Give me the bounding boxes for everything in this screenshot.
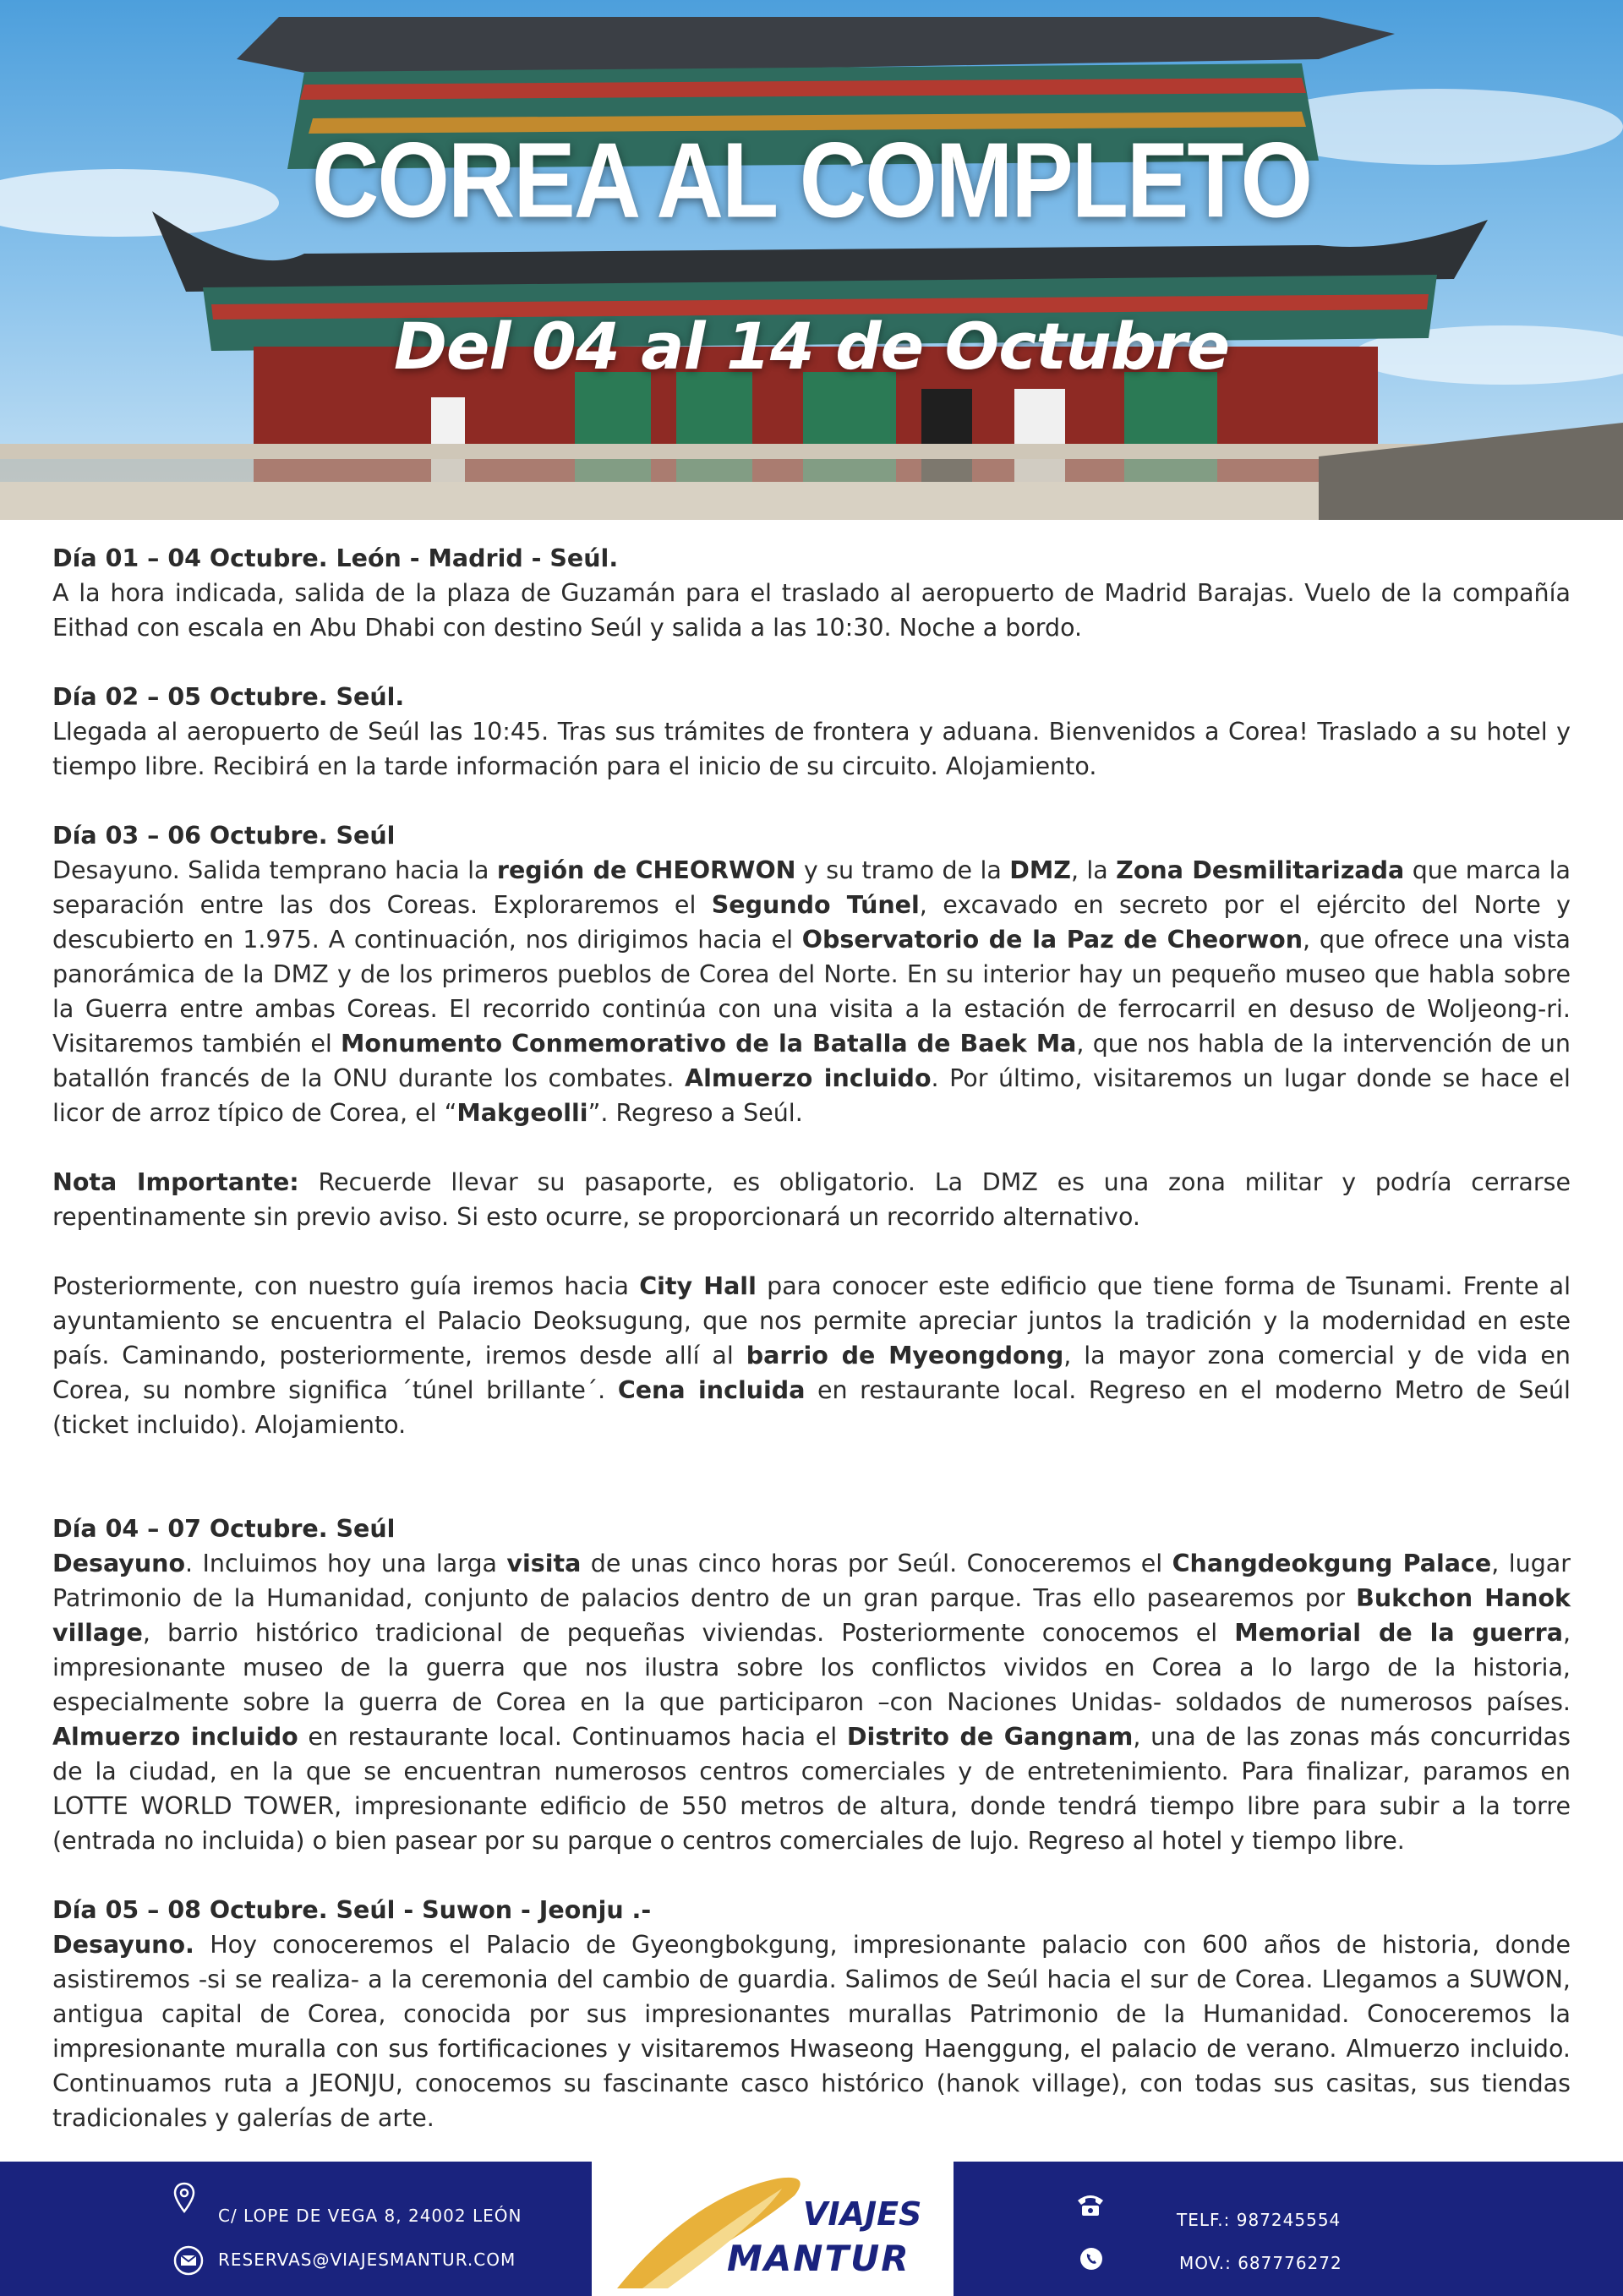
highlight-text: Cena incluida <box>617 1376 806 1404</box>
highlight-text: Changdeokgung Palace <box>1172 1550 1492 1577</box>
email-icon[interactable] <box>172 2244 205 2277</box>
day-title: Día 02 – 05 Octubre. Seúl. <box>52 683 405 711</box>
day-title: Día 01 – 04 Octubre. León - Madrid - Seúl. <box>52 544 619 572</box>
logo <box>592 2162 954 2296</box>
hero-banner <box>0 0 1623 520</box>
body-text: para conocer este edificio que tiene forma de Tsunami. Frente al ayuntamiento se encuentra el Palacio Deoksugung, que nos permite apreciar juntos la tradición y la modernidad en este país. Caminando, posteriormente, iremos desde allí al <box>52 1272 1571 1369</box>
body-text: Desayuno. Salida temprano hacia la <box>52 856 497 884</box>
location-pin-icon <box>173 2182 195 2214</box>
body-text: A la hora indicada, salida de la plaza de Guzamán para el traslado al aeropuerto de Madrid Barajas. Vuelo de la compañía Eithad con escala en Abu Dhabi con destino Seúl y salida a las 10:30. Noche a bordo. <box>52 579 1571 642</box>
body-text: y su tramo de la <box>795 856 1010 884</box>
body-text: , excavado en secreto por el ejército del Norte y descubierto en 1.975. A continuación, nos dirigimos hacia el <box>52 891 1571 954</box>
body-text: Hoy conoceremos el Palacio de Gyeongbokgung, impresionante palacio con 600 años de historia, donde asistiremos -si se realiza- a la ceremonia del cambio de guardia. Salimos de Seúl hacia el sur de Corea. Llegamos a SUWON, antigua capital de Corea, conocida por sus impresionantes murallas Patrimonio de la Humanidad. Conoceremos la impresionante muralla con sus fortificaciones y visitaremos Hwaseong Haenggung, el palacio de verano. Almuerzo incluido. Continuamos ruta a JEONJU, conocemos su fascinante casco histórico (hanok village), con todas sus casitas, sus tiendas tradicionales y galerías de arte. <box>52 1931 1571 2132</box>
highlight-text: región de CHEORWON <box>496 856 796 884</box>
body-text: , una de las zonas más concurridas de la ciudad, en la que se encuentran numerosos centros comerciales y de entretenimiento. Para finalizar, paramos en LOTTE WORLD TOWER, impresionante edificio de 550 metros de altura, donde tendrá tiempo libre para subir a la torre (entrada no incluida) o bien pasear por su parque o centros comerciales de lujo. Regreso al hotel y tiempo libre. <box>52 1723 1571 1855</box>
body-text: , que ofrece una vista panorámica de la DMZ y de los primeros pueblos de Corea del Norte. En su interior hay un pequeño museo que habla sobre la Guerra entre ambas Coreas. El recorrido continúa con una visita a la estación de ferrocarril en desuso de Woljeong-ri. Visitaremos también el <box>52 926 1571 1058</box>
day-paragraph <box>52 1927 1571 2135</box>
body-text: Posteriormente, con nuestro guía iremos hacia <box>52 1272 640 1300</box>
highlight-text: Segundo Túnel <box>711 891 920 919</box>
day-title: Día 03 – 06 Octubre. Seúl <box>52 822 396 850</box>
footer <box>0 2162 1623 2296</box>
highlight-text: visita <box>506 1550 582 1577</box>
page-title: COREA AL COMPLETO <box>311 120 1312 241</box>
logo-text-mantur: MANTUR <box>727 2238 910 2279</box>
highlight-text: Bukchon Hanok village <box>52 1584 1571 1647</box>
body-text: , que nos habla de la intervención de un batallón francés de la ONU durante los combates. <box>52 1030 1571 1092</box>
day-paragraph <box>52 576 1571 645</box>
highlight-text: City Hall <box>639 1272 757 1300</box>
body-text: Llegada al aeropuerto de Seúl las 10:45. Tras sus trámites de frontera y aduana. Bienvenidos a Corea! Traslado a su hotel y tiempo libre. Recibirá en la tarde información para el inicio de su circuito. Alojamiento. <box>52 718 1571 780</box>
palace-illustration <box>0 0 1623 520</box>
highlight-text: Makgeolli <box>456 1099 588 1127</box>
body-text: en restaurante local. Continuamos hacia el <box>298 1723 847 1751</box>
body-text: Recuerde llevar su pasaporte, es obligatorio. La DMZ es una zona militar y podría cerrarse repentinamente sin previo aviso. Si esto ocurre, se proporcionará un recorrido alternativo. <box>52 1168 1571 1231</box>
highlight-text: Desayuno. <box>52 1931 194 1959</box>
body-text: , la <box>1070 856 1117 884</box>
body-text: que marca la separación entre las dos Coreas. Exploraremos el <box>52 856 1571 919</box>
body-text: , la mayor zona comercial y de vida en Corea, su nombre significa ´túnel brillante´. <box>52 1342 1571 1404</box>
footer-phone[interactable]: TELF.: 987245554 <box>1177 2210 1342 2230</box>
body-text: . Por último, visitaremos un lugar donde se hace el licor de arroz típico de Corea, el “ <box>52 1064 1571 1127</box>
body-text: , impresionante museo de la guerra que nos ilustra sobre los conflictos vividos en Corea a lo largo de la historia, especialmente sobre la guerra de Corea en la que participaron –con Naciones Unidas- soldados de numerosos países. <box>52 1619 1571 1716</box>
body-text: en restaurante local. Regreso en el moderno Metro de Seúl (ticket incluido). Alojamiento. <box>52 1376 1571 1439</box>
itinerary-section <box>52 541 1571 645</box>
itinerary-section <box>52 1269 1571 1442</box>
highlight-text: Monumento Conmemorativo de la Batalla de Baek Ma <box>341 1030 1077 1058</box>
highlight-text: Nota Importante: <box>52 1168 299 1196</box>
day-paragraph <box>52 1165 1571 1234</box>
highlight-text: Zona Desmilitarizada <box>1116 856 1405 884</box>
body-text: de unas cinco horas por Seúl. Conoceremos el <box>581 1550 1172 1577</box>
body-text: , barrio histórico tradicional de pequeñas viviendas. Posteriormente conocemos el <box>142 1619 1235 1647</box>
day-paragraph <box>52 1546 1571 1858</box>
day-paragraph <box>52 1269 1571 1442</box>
highlight-text: Desayuno <box>52 1550 186 1577</box>
footer-mobile[interactable]: MOV.: 687776272 <box>1179 2253 1342 2273</box>
itinerary-section <box>52 1165 1571 1234</box>
day-paragraph <box>52 714 1571 784</box>
day-title: Día 05 – 08 Octubre. Seúl - Suwon - Jeonju .- <box>52 1896 652 1924</box>
itinerary-section <box>52 1893 1571 2135</box>
highlight-text: Distrito de Gangnam <box>846 1723 1134 1751</box>
highlight-text: DMZ <box>1009 856 1071 884</box>
body-text: , lugar Patrimonio de la Humanidad, conjunto de palacios dentro de un gran parque. Tras ello pasearemos por <box>52 1550 1571 1612</box>
phone-icon <box>1075 2192 1106 2217</box>
highlight-text: Memorial de la guerra <box>1234 1619 1563 1647</box>
highlight-text: Observatorio de la Paz de Cheorwon <box>801 926 1303 954</box>
itinerary-section <box>52 1512 1571 1858</box>
whatsapp-icon <box>1079 2246 1104 2271</box>
highlight-text: Almuerzo incluido <box>685 1064 932 1092</box>
footer-address: C/ LOPE DE VEGA 8, 24002 LEÓN <box>218 2206 522 2226</box>
itinerary <box>52 541 1571 2170</box>
body-text: . Incluimos hoy una larga <box>185 1550 507 1577</box>
day-title: Día 04 – 07 Octubre. Seúl <box>52 1515 396 1543</box>
itinerary-section <box>52 680 1571 784</box>
day-paragraph <box>52 853 1571 1130</box>
highlight-text: barrio de Myeongdong <box>746 1342 1064 1369</box>
highlight-text: Almuerzo incluido <box>52 1723 298 1751</box>
logo-text-viajes: VIAJES <box>803 2195 922 2233</box>
body-text: ”. Regreso a Seúl. <box>587 1099 803 1127</box>
footer-email[interactable]: RESERVAS@VIAJESMANTUR.COM <box>218 2250 516 2270</box>
page-subtitle: Del 04 al 14 de Octubre <box>393 309 1230 384</box>
itinerary-section <box>52 818 1571 1130</box>
